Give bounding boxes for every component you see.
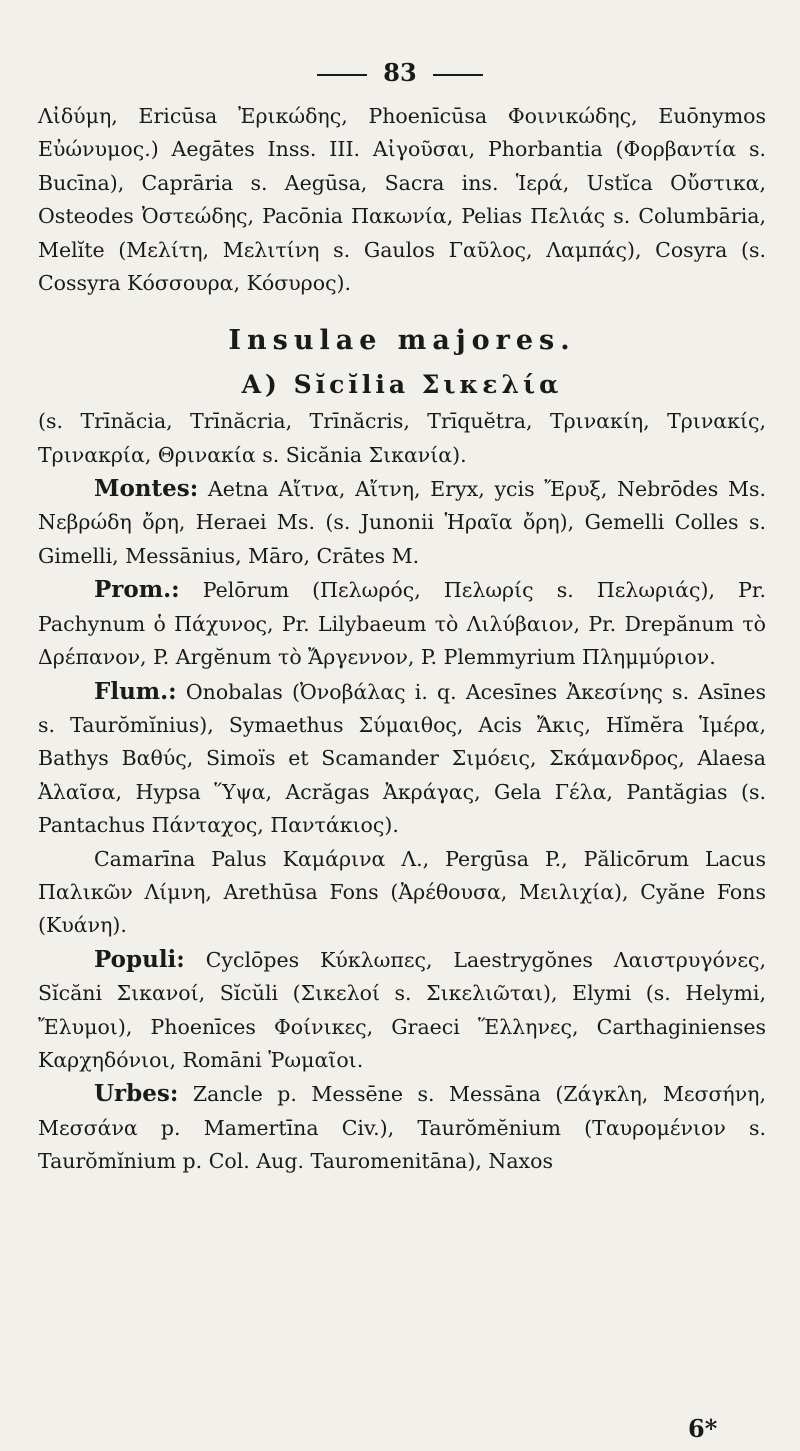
section-heading: Insulae majores.	[228, 325, 576, 357]
flum-label: Flum.:	[94, 677, 177, 705]
populi-paragraph	[38, 943, 766, 1078]
urbes-text: Zancle p. Messēne s. Messāna (Ζάγκλη, Μεσσήνη, Μεσσάνα p. Mamertīna Civ.), Taurŏmĕnium (Ταυρομένιον s. Taurŏmĭnium p. Col. Aug. Tauromenitāna), Naxos	[38, 1082, 766, 1174]
prom-paragraph	[38, 573, 766, 674]
urbes-label: Urbes:	[94, 1080, 179, 1108]
page-header	[0, 58, 800, 87]
montes-paragraph	[38, 472, 766, 573]
prom-label: Prom.:	[94, 576, 180, 604]
page-number: 83	[383, 58, 417, 87]
subsection-heading: A) Sĭcĭlia Σικελία	[241, 369, 563, 399]
flum-text: Onobalas (Ὀνοβάλας i. q. Acesīnes Ἀκεσίνης s. Asīnes s. Taurŏmĭnius), Symaethus Σύμαιθος, Acis Ἄκις, Hĭmĕra Ἱμέρα, Bathys Βαθύς, Simoïs et Scamander Σιμόεις, Σκάμανδρος, Alaesa Ἀλαῖσα, Hypsa Ὕψα, Acrăgas Ἀκράγας, Gela Γέλα, Pantăgias (s. Pantachus Πάνταχος, Παντάκιος).	[38, 679, 766, 838]
populi-text: Cyclōpes Κύκλωπες, Laestrygŏnes Λαιστρυγόνες, Sĭcăni Σικανοί, Sĭcŭli (Σικελοί s. Σικελιῶται), Elymi (s. Helymi, Ἔλυμοι), Phoenīces Φοίνικες, Graeci Ἕλληνες, Carthaginienses Καρχηδόνιοι, Romāni Ῥωμαῖοι.	[38, 947, 766, 1072]
signature-mark: 6*	[688, 1414, 718, 1443]
prom-text: Pelōrum (Πελωρός, Πελωρίς s. Πελωριάς), Pr. Pachynum ὁ Πάχυνος, Pr. Lilybaeum τὸ Λιλύβαιον, Pr. Drepănum τὸ Δρέπανον, P. Argĕnum τὸ Ἄργεννον, P. Plemmyrium Πλημμύριον.	[38, 578, 766, 670]
flum-paragraph	[38, 675, 766, 843]
header-rule-left	[317, 74, 367, 76]
camarina-paragraph: Camarīna Palus Καμάρινα Λ., Pergūsa P., Pălicōrum Lacus Παλικῶν Λίμνη, Arethūsa Fons (Ἀρέθουσα, Μειλιχία), Cyăne Fons (Κυάνη).	[38, 846, 766, 938]
urbes-paragraph	[38, 1077, 766, 1178]
sicilia-names: (s. Trīnăcia, Trīnăcria, Trīnăcris, Trīquĕtra, Τρινακίη, Τρινακίς, Τρινακρία, Θρινακία s. Sicănia Σικανία).	[38, 409, 766, 467]
montes-text: Aetna Αἴτνα, Αἴτνη, Eryx, ycis Ἔρυξ, Nebrōdes Ms. Νεβρώδη ὄρη, Heraei Ms. (s. Junonii Ἡραῖα ὄρη), Gemelli Colles s. Gimelli, Messānius, Māro, Crātes M.	[38, 477, 766, 568]
header-rule-right	[433, 74, 483, 76]
montes-label: Montes:	[94, 475, 199, 503]
intro-paragraph: Λἰδύμη, Ericūsa Ἐρικώδης, Phoenīcūsa Φοινικώδης, Euōnymos Εὐώνυμος.) Aegātes Inss. III. Αἰγοῦσαι, Phorbantia (Φορβαντία s. Bucīna), Caprāria s. Aegūsa, Sacra ins. Ἱερά, Ustĭca Οὔστικα, Osteodes Ὀστεώδης, Pacōnia Πακωνία, Pelias Πελιάς s. Columbāria, Melĭte (Μελίτη, Μελιτίνη s. Gaulos Γαῦλος, Λαμπάς), Cosyra (s. Cossyra Κόσσουρα, Κόσυρος).	[38, 104, 766, 296]
populi-label: Populi:	[94, 945, 185, 973]
body-text	[38, 100, 766, 1179]
